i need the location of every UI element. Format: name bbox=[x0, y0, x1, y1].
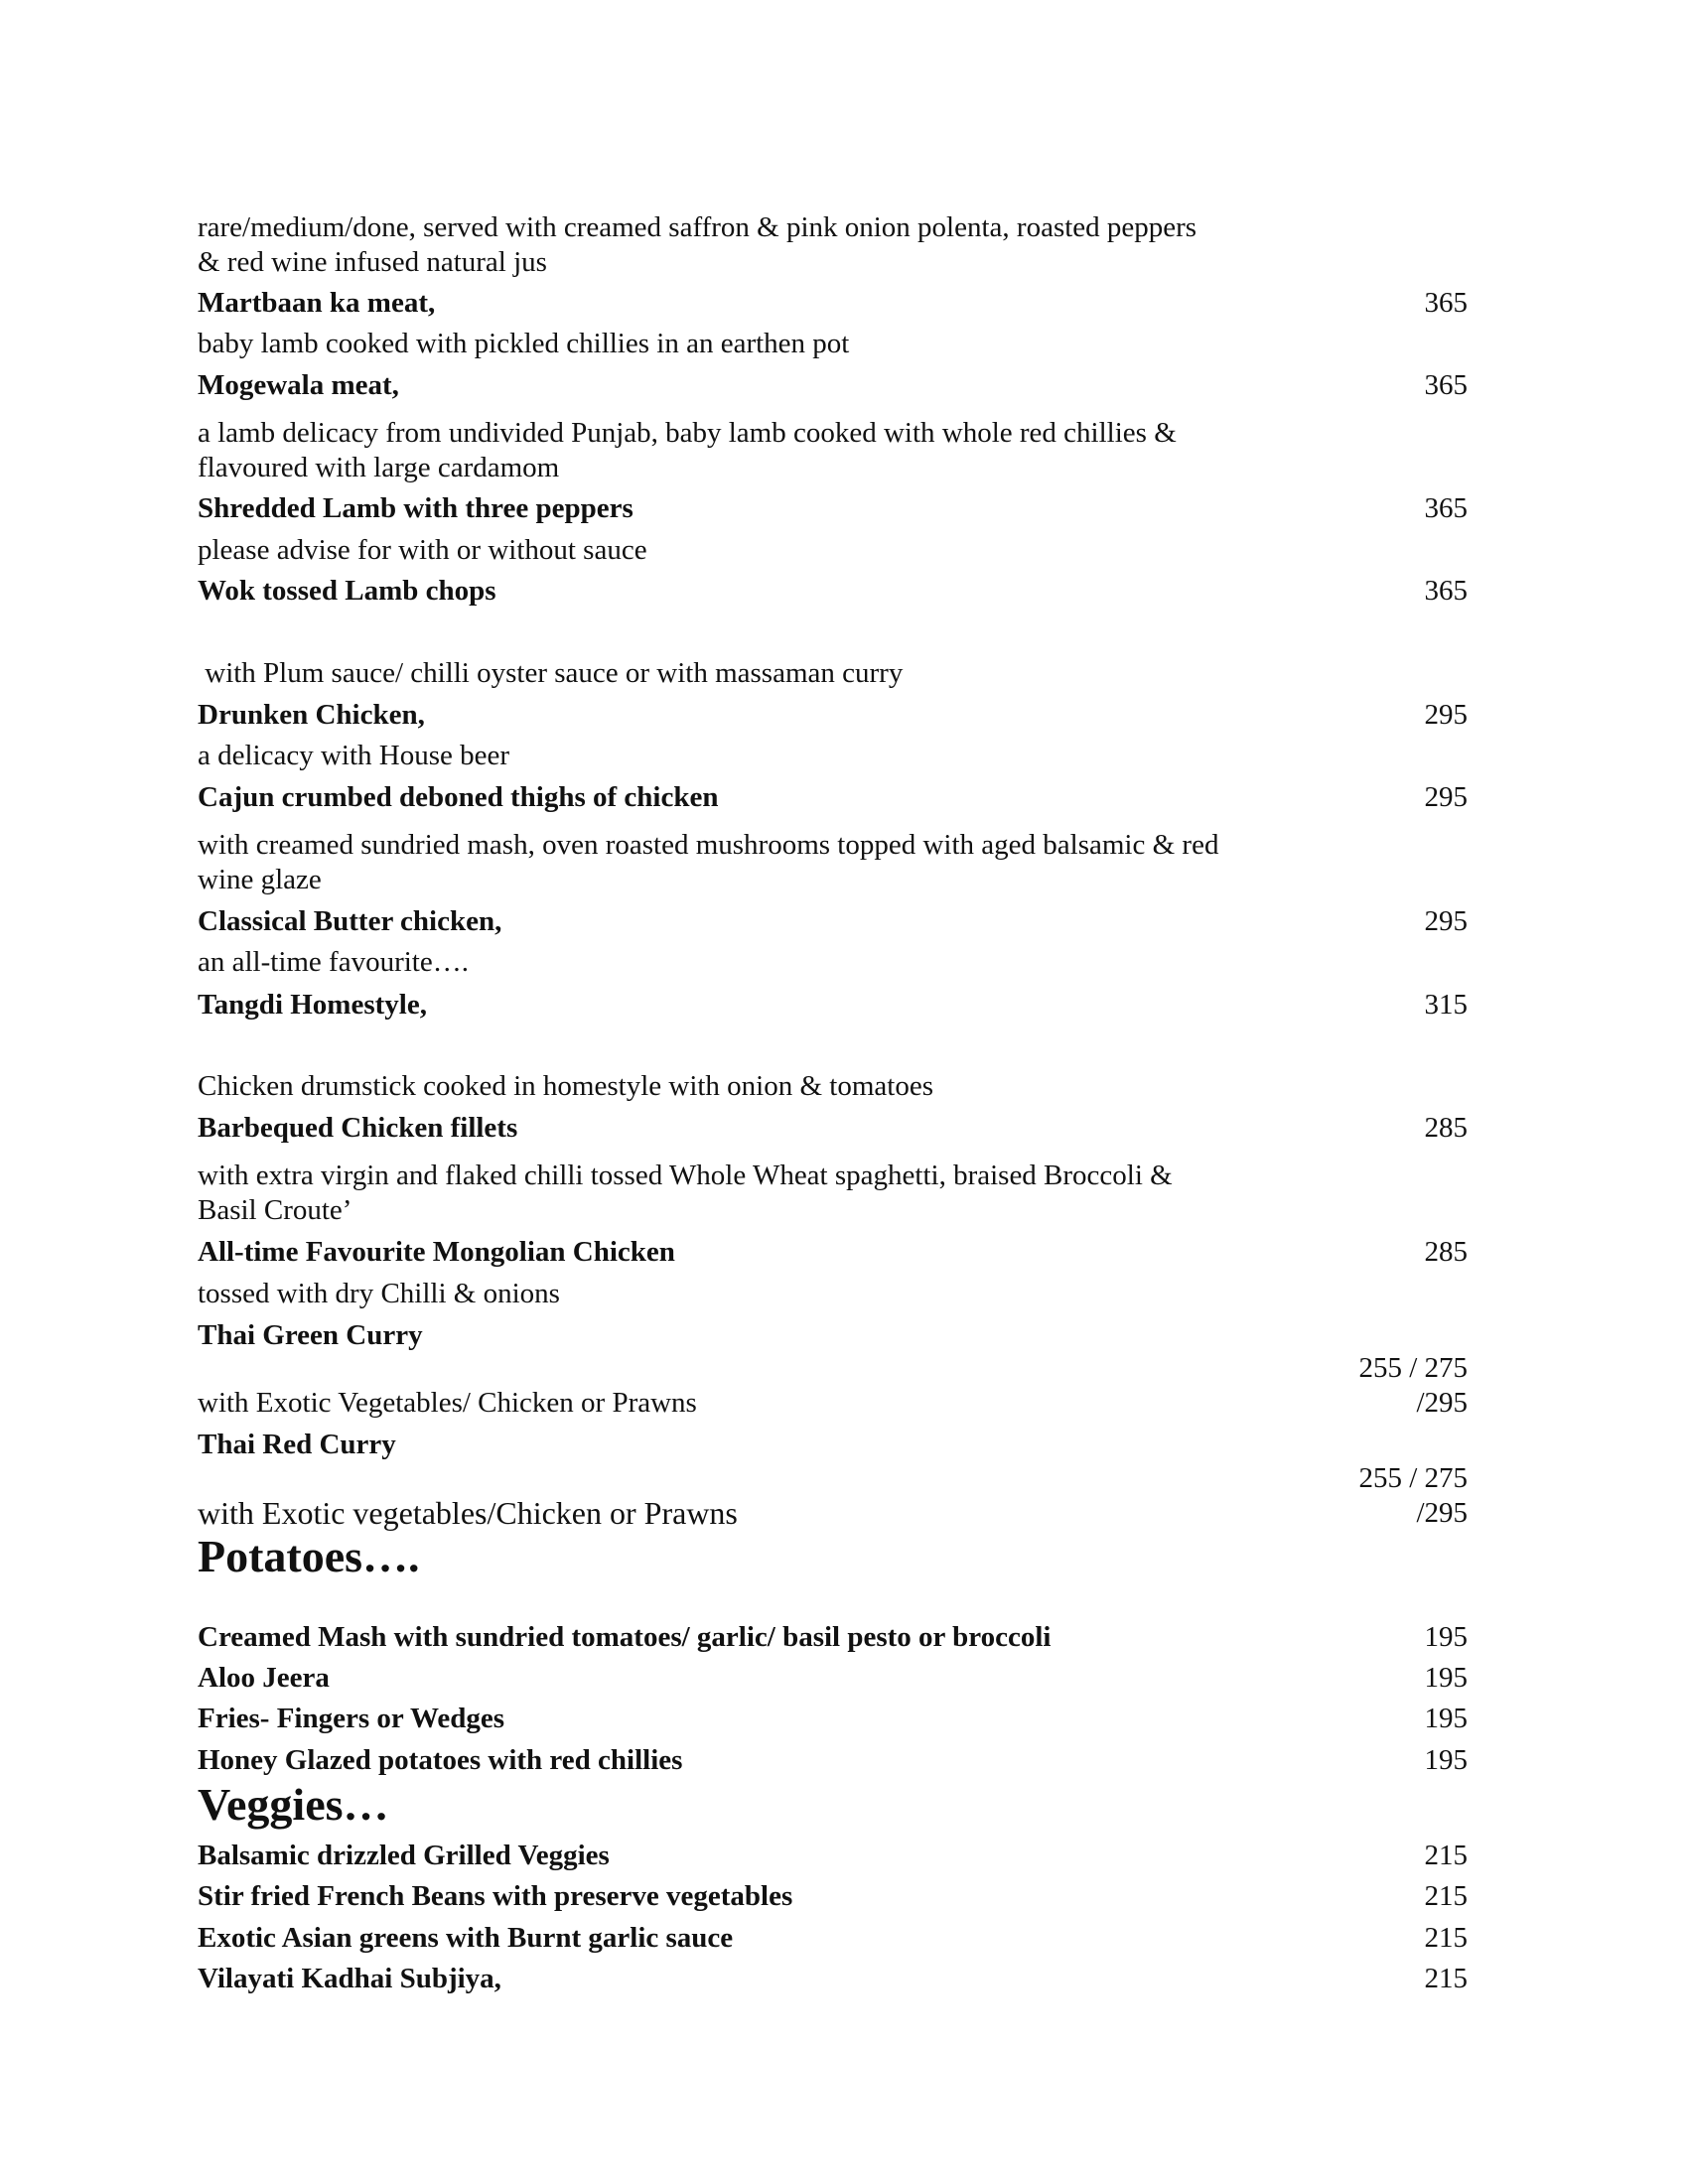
item-price: 285 bbox=[1424, 1112, 1468, 1144]
item-description: with Exotic Vegetables/ Chicken or Prawns bbox=[198, 1387, 697, 1419]
item-price: 365 bbox=[1424, 492, 1468, 524]
item-name: Drunken Chicken, bbox=[198, 699, 425, 731]
item-description: an all-time favourite…. bbox=[198, 946, 469, 978]
item-description: Basil Croute’ bbox=[198, 1194, 352, 1226]
veggie-item-name: Exotic Asian greens with Burnt garlic sauce bbox=[198, 1922, 734, 1954]
potato-item-price: 195 bbox=[1424, 1744, 1468, 1776]
item-name: Thai Green Curry bbox=[198, 1319, 423, 1351]
veggie-item-name: Vilayati Kadhai Subjiya, bbox=[198, 1963, 501, 1994]
item-description: with Plum sauce/ chilli oyster sauce or with massaman curry bbox=[198, 657, 904, 689]
item-price: 295 bbox=[1424, 781, 1468, 813]
item-name: Cajun crumbed deboned thighs of chicken bbox=[198, 781, 719, 813]
potato-item-name: Fries- Fingers or Wedges bbox=[198, 1703, 505, 1734]
veggie-item-price: 215 bbox=[1424, 1922, 1468, 1954]
item-name: Mogewala meat, bbox=[198, 369, 399, 401]
veggie-item-name: Balsamic drizzled Grilled Veggies bbox=[198, 1840, 610, 1871]
item-description: with Exotic vegetables/Chicken or Prawns bbox=[198, 1495, 738, 1531]
item-description: flavoured with large cardamom bbox=[198, 452, 560, 483]
item-price: 285 bbox=[1424, 1236, 1468, 1268]
item-description: please advise for with or without sauce bbox=[198, 534, 647, 566]
item-price: 295 bbox=[1424, 699, 1468, 731]
item-price: 315 bbox=[1424, 989, 1468, 1021]
item-price: 255 / 275 bbox=[1358, 1462, 1468, 1494]
veggie-item-price: 215 bbox=[1424, 1840, 1468, 1871]
intro-description-line-2: & red wine infused natural jus bbox=[198, 246, 547, 278]
section-heading-potatoes: Potatoes…. bbox=[198, 1531, 420, 1581]
item-description: with extra virgin and flaked chilli tossed Whole Wheat spaghetti, braised Broccoli & bbox=[198, 1160, 1173, 1191]
item-price: 365 bbox=[1424, 369, 1468, 401]
item-description: tossed with dry Chilli & onions bbox=[198, 1278, 560, 1309]
item-price: 255 / 275 bbox=[1358, 1352, 1468, 1384]
item-price: 365 bbox=[1424, 575, 1468, 607]
veggie-item-price: 215 bbox=[1424, 1963, 1468, 1994]
potato-item-price: 195 bbox=[1424, 1662, 1468, 1694]
item-description: baby lamb cooked with pickled chillies in an earthen pot bbox=[198, 328, 850, 359]
potato-item-price: 195 bbox=[1424, 1703, 1468, 1734]
section-heading-veggies: Veggies… bbox=[198, 1779, 389, 1830]
item-description: Chicken drumstick cooked in homestyle with onion & tomatoes bbox=[198, 1070, 934, 1102]
potato-item-name: Honey Glazed potatoes with red chillies bbox=[198, 1744, 683, 1776]
potato-item-name: Aloo Jeera bbox=[198, 1662, 330, 1694]
veggie-item-name: Stir fried French Beans with preserve vegetables bbox=[198, 1880, 793, 1912]
item-name: Wok tossed Lamb chops bbox=[198, 575, 496, 607]
item-name: Classical Butter chicken, bbox=[198, 905, 502, 937]
item-price: /295 bbox=[1416, 1497, 1468, 1529]
item-price: 295 bbox=[1424, 905, 1468, 937]
item-name: All-time Favourite Mongolian Chicken bbox=[198, 1236, 675, 1268]
potato-item-name: Creamed Mash with sundried tomatoes/ garlic/ basil pesto or broccoli bbox=[198, 1621, 1052, 1653]
potato-item-price: 195 bbox=[1424, 1621, 1468, 1653]
item-description: a lamb delicacy from undivided Punjab, baby lamb cooked with whole red chillies & bbox=[198, 417, 1177, 449]
item-description: with creamed sundried mash, oven roasted mushrooms topped with aged balsamic & red bbox=[198, 829, 1219, 861]
item-description: a delicacy with House beer bbox=[198, 740, 510, 771]
item-name: Barbequed Chicken fillets bbox=[198, 1112, 518, 1144]
item-price: /295 bbox=[1416, 1387, 1468, 1419]
item-name: Shredded Lamb with three peppers bbox=[198, 492, 633, 524]
item-name: Martbaan ka meat, bbox=[198, 287, 436, 319]
item-name: Tangdi Homestyle, bbox=[198, 989, 427, 1021]
item-price: 365 bbox=[1424, 287, 1468, 319]
item-name: Thai Red Curry bbox=[198, 1429, 396, 1460]
item-description: wine glaze bbox=[198, 864, 322, 895]
intro-description-line-1: rare/medium/done, served with creamed saffron & pink onion polenta, roasted peppers bbox=[198, 211, 1197, 243]
veggie-item-price: 215 bbox=[1424, 1880, 1468, 1912]
